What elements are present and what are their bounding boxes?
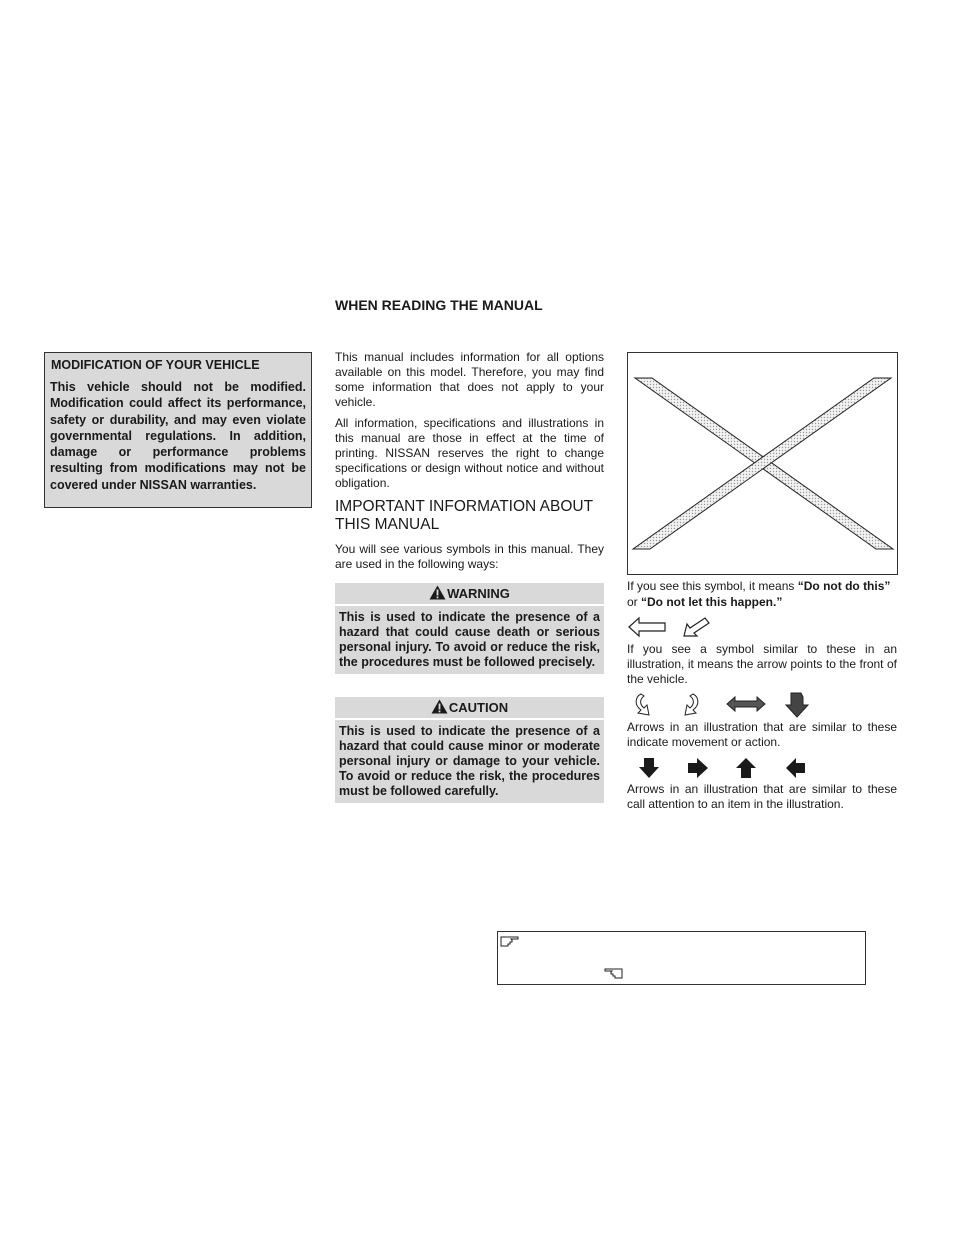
front-arrow-left-icon: [629, 618, 665, 636]
intro-paragraph-1: This manual includes information for all options available on this model. Therefore, you may find some information that does not apply to your vehicle.: [335, 350, 604, 409]
pointing-hand-right-icon: [500, 934, 520, 948]
important-info-heading: IMPORTANT INFORMATION ABOUT THIS MANUAL: [335, 498, 593, 533]
right-arrow-icon: [688, 758, 708, 778]
reference-symbol-box: [497, 931, 866, 985]
section-heading: WHEN READING THE MANUAL: [335, 297, 543, 313]
warning-triangle-icon: [431, 699, 448, 714]
down-arrow-icon: [639, 758, 659, 778]
down-arrow-outline-icon: [786, 693, 808, 717]
do-not-symbol-box: [627, 352, 898, 575]
double-arrow-icon: [727, 697, 765, 711]
front-arrows-group: [627, 616, 717, 640]
x-symbol-caption: If you see this symbol, it means “Do not do this” or “Do not let this happen.”: [627, 579, 891, 609]
front-arrow-diagonal-icon: [684, 618, 709, 636]
front-arrow-caption: If you see a symbol similar to these in an illustration, it means the arrow points to the front of the vehicle.: [627, 642, 897, 686]
curved-arrow-left-icon: [636, 694, 649, 715]
important-info-paragraph: You will see various symbols in this manual. They are used in the following ways:: [335, 542, 604, 571]
warning-label: WARNING: [447, 586, 510, 601]
curved-arrow-right-icon: [685, 694, 698, 715]
warning-triangle-icon: [429, 585, 446, 600]
movement-caption: Arrows in an illustration that are similar to these indicate movement or action.: [627, 720, 897, 749]
warning-header: [335, 583, 604, 604]
caution-header: [335, 697, 604, 718]
modification-body: This vehicle should not be modified. Modification could affect its performance, safety or durability, and may even violate governmental regulations. In addition, damage or performance problems resulting from modifications may not be covered under NISSAN warranties.: [50, 380, 306, 492]
modification-notice-box: [44, 352, 312, 508]
warning-body: This is used to indicate the presence of a hazard that could cause death or serious personal injury. To avoid or reduce the risk, the procedures must be followed precisely.: [335, 606, 604, 674]
pointing-hand-left-icon: [604, 966, 624, 980]
intro-paragraph-2: All information, specifications and illustrations in this manual are those in effect at the time of printing. NISSAN reserves the right to change specifications or design without notice and without obligation.: [335, 416, 604, 490]
caution-label: CAUTION: [448, 700, 509, 715]
attention-caption: Arrows in an illustration that are similar to these call attention to an item in the illustration.: [627, 782, 897, 811]
attention-arrows-group: [627, 756, 817, 780]
left-arrow-icon: [786, 758, 805, 778]
caution-body: This is used to indicate the presence of a hazard that could cause minor or moderate personal injury or damage to your vehicle. To avoid or reduce the risk, the procedures must be followed carefully.: [335, 720, 604, 803]
movement-arrows-group: [627, 691, 817, 719]
modification-title: MODIFICATION OF YOUR VEHICLE: [51, 358, 260, 372]
do-not-cross-icon: [628, 353, 897, 574]
up-arrow-icon: [736, 758, 756, 778]
